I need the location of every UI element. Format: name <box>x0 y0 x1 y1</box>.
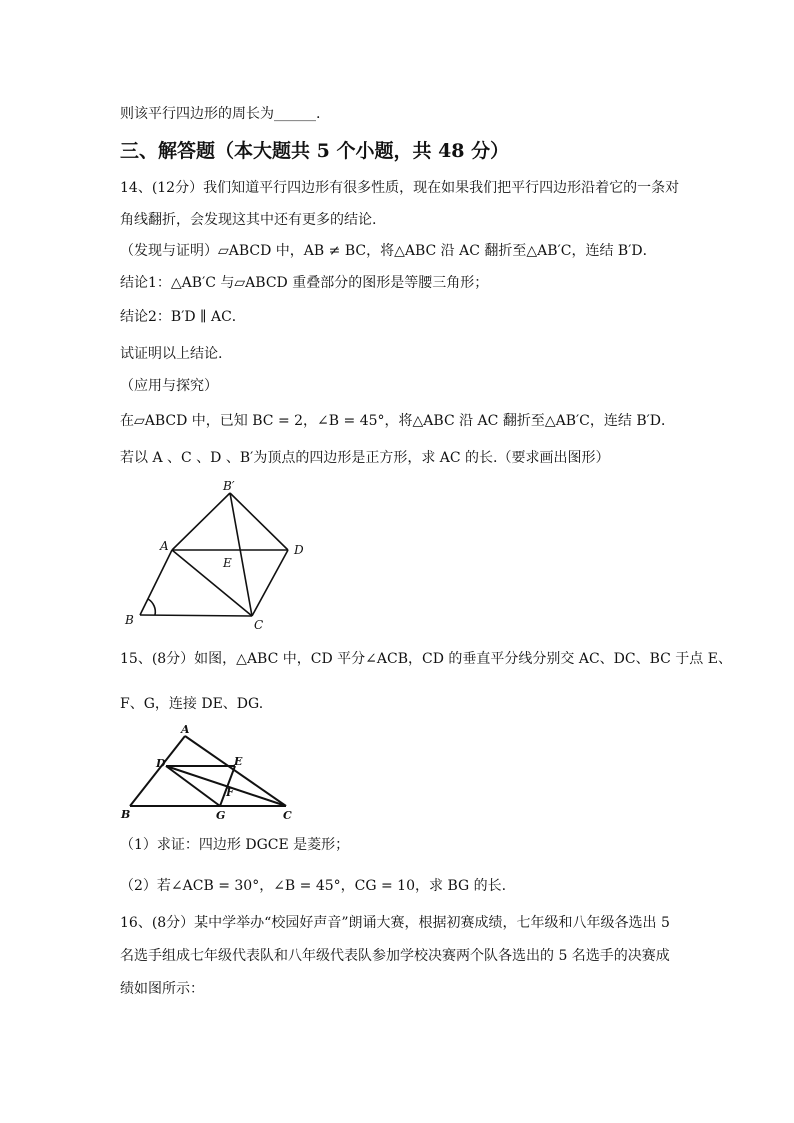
q14-line-3: （发现与证明）▱ABCD 中，AB ≠ BC，将△ABC 沿 AC 翻折至△AB′C，连结 B′D． <box>120 243 657 259</box>
label-c: C <box>283 809 292 822</box>
q15-line-2: F、G，连接 DE、DG. <box>120 696 264 712</box>
label-g: G <box>216 809 226 822</box>
prev-question-tail: 则该平行四边形的周长为______. <box>120 106 321 122</box>
label-b: B <box>125 613 134 627</box>
q14-line-6: 试证明以上结论. <box>120 346 223 362</box>
figure-triangle-bisector <box>118 722 303 822</box>
q14-line-7: （应用与探究） <box>120 378 218 394</box>
q15-line-1: 15、(8分）如图，△ABC 中，CD 平分∠ACB，CD 的垂直平分线分别交 AC、DC、BC 于点 E、 <box>120 651 732 667</box>
q15-part-2: （2）若∠ACB = 30°，∠B = 45°，CG = 10，求 BG 的长. <box>120 878 507 894</box>
label-d: D <box>294 543 304 557</box>
label-a: A <box>160 539 169 553</box>
q16-line-3: 绩如图所示： <box>120 981 204 997</box>
label-d: D <box>156 757 166 770</box>
label-f: F <box>226 786 234 799</box>
q16-line-2: 名选手组成七年级代表队和八年级代表队参加学校决赛两个队各选出的 5 名选手的决赛成 <box>120 948 670 964</box>
q14-line-9: 若以 A 、C 、D 、B′为顶点的四边形是正方形，求 AC 的长.（要求画出图形） <box>120 450 610 466</box>
label-c: C <box>254 618 264 632</box>
label-e: E <box>234 755 243 768</box>
q14-line-4: 结论1：△AB′C 与▱ABCD 重叠部分的图形是等腰三角形； <box>120 275 489 291</box>
label-e: E <box>223 556 232 570</box>
q15-part-1: （1）求证：四边形 DGCE 是菱形； <box>120 837 350 853</box>
figure-parallelogram-fold <box>120 475 320 635</box>
q14-line-2: 角线翻折，会发现这其中还有更多的结论. <box>120 212 377 228</box>
q14-line-8: 在▱ABCD 中，已知 BC = 2，∠B = 45°，将△ABC 沿 AC 翻折至△AB′C，连结 B′D． <box>120 413 676 429</box>
label-b: B <box>121 808 131 821</box>
label-b-prime: B′ <box>223 479 235 493</box>
section-heading: 三、解答题（本大题共 5 个小题，共 48 分） <box>120 140 510 162</box>
q14-line-5: 结论2：B′D ∥ AC． <box>120 309 246 325</box>
label-a: A <box>181 723 190 736</box>
q14-line-1: 14、(12分）我们知道平行四边形有很多性质，现在如果我们把平行四边形沿着它的一条对 <box>120 180 680 196</box>
q16-line-1: 16、(8分）某中学举办“校园好声音”朗诵大赛，根据初赛成绩，七年级和八年级各选出 5 <box>120 915 670 931</box>
